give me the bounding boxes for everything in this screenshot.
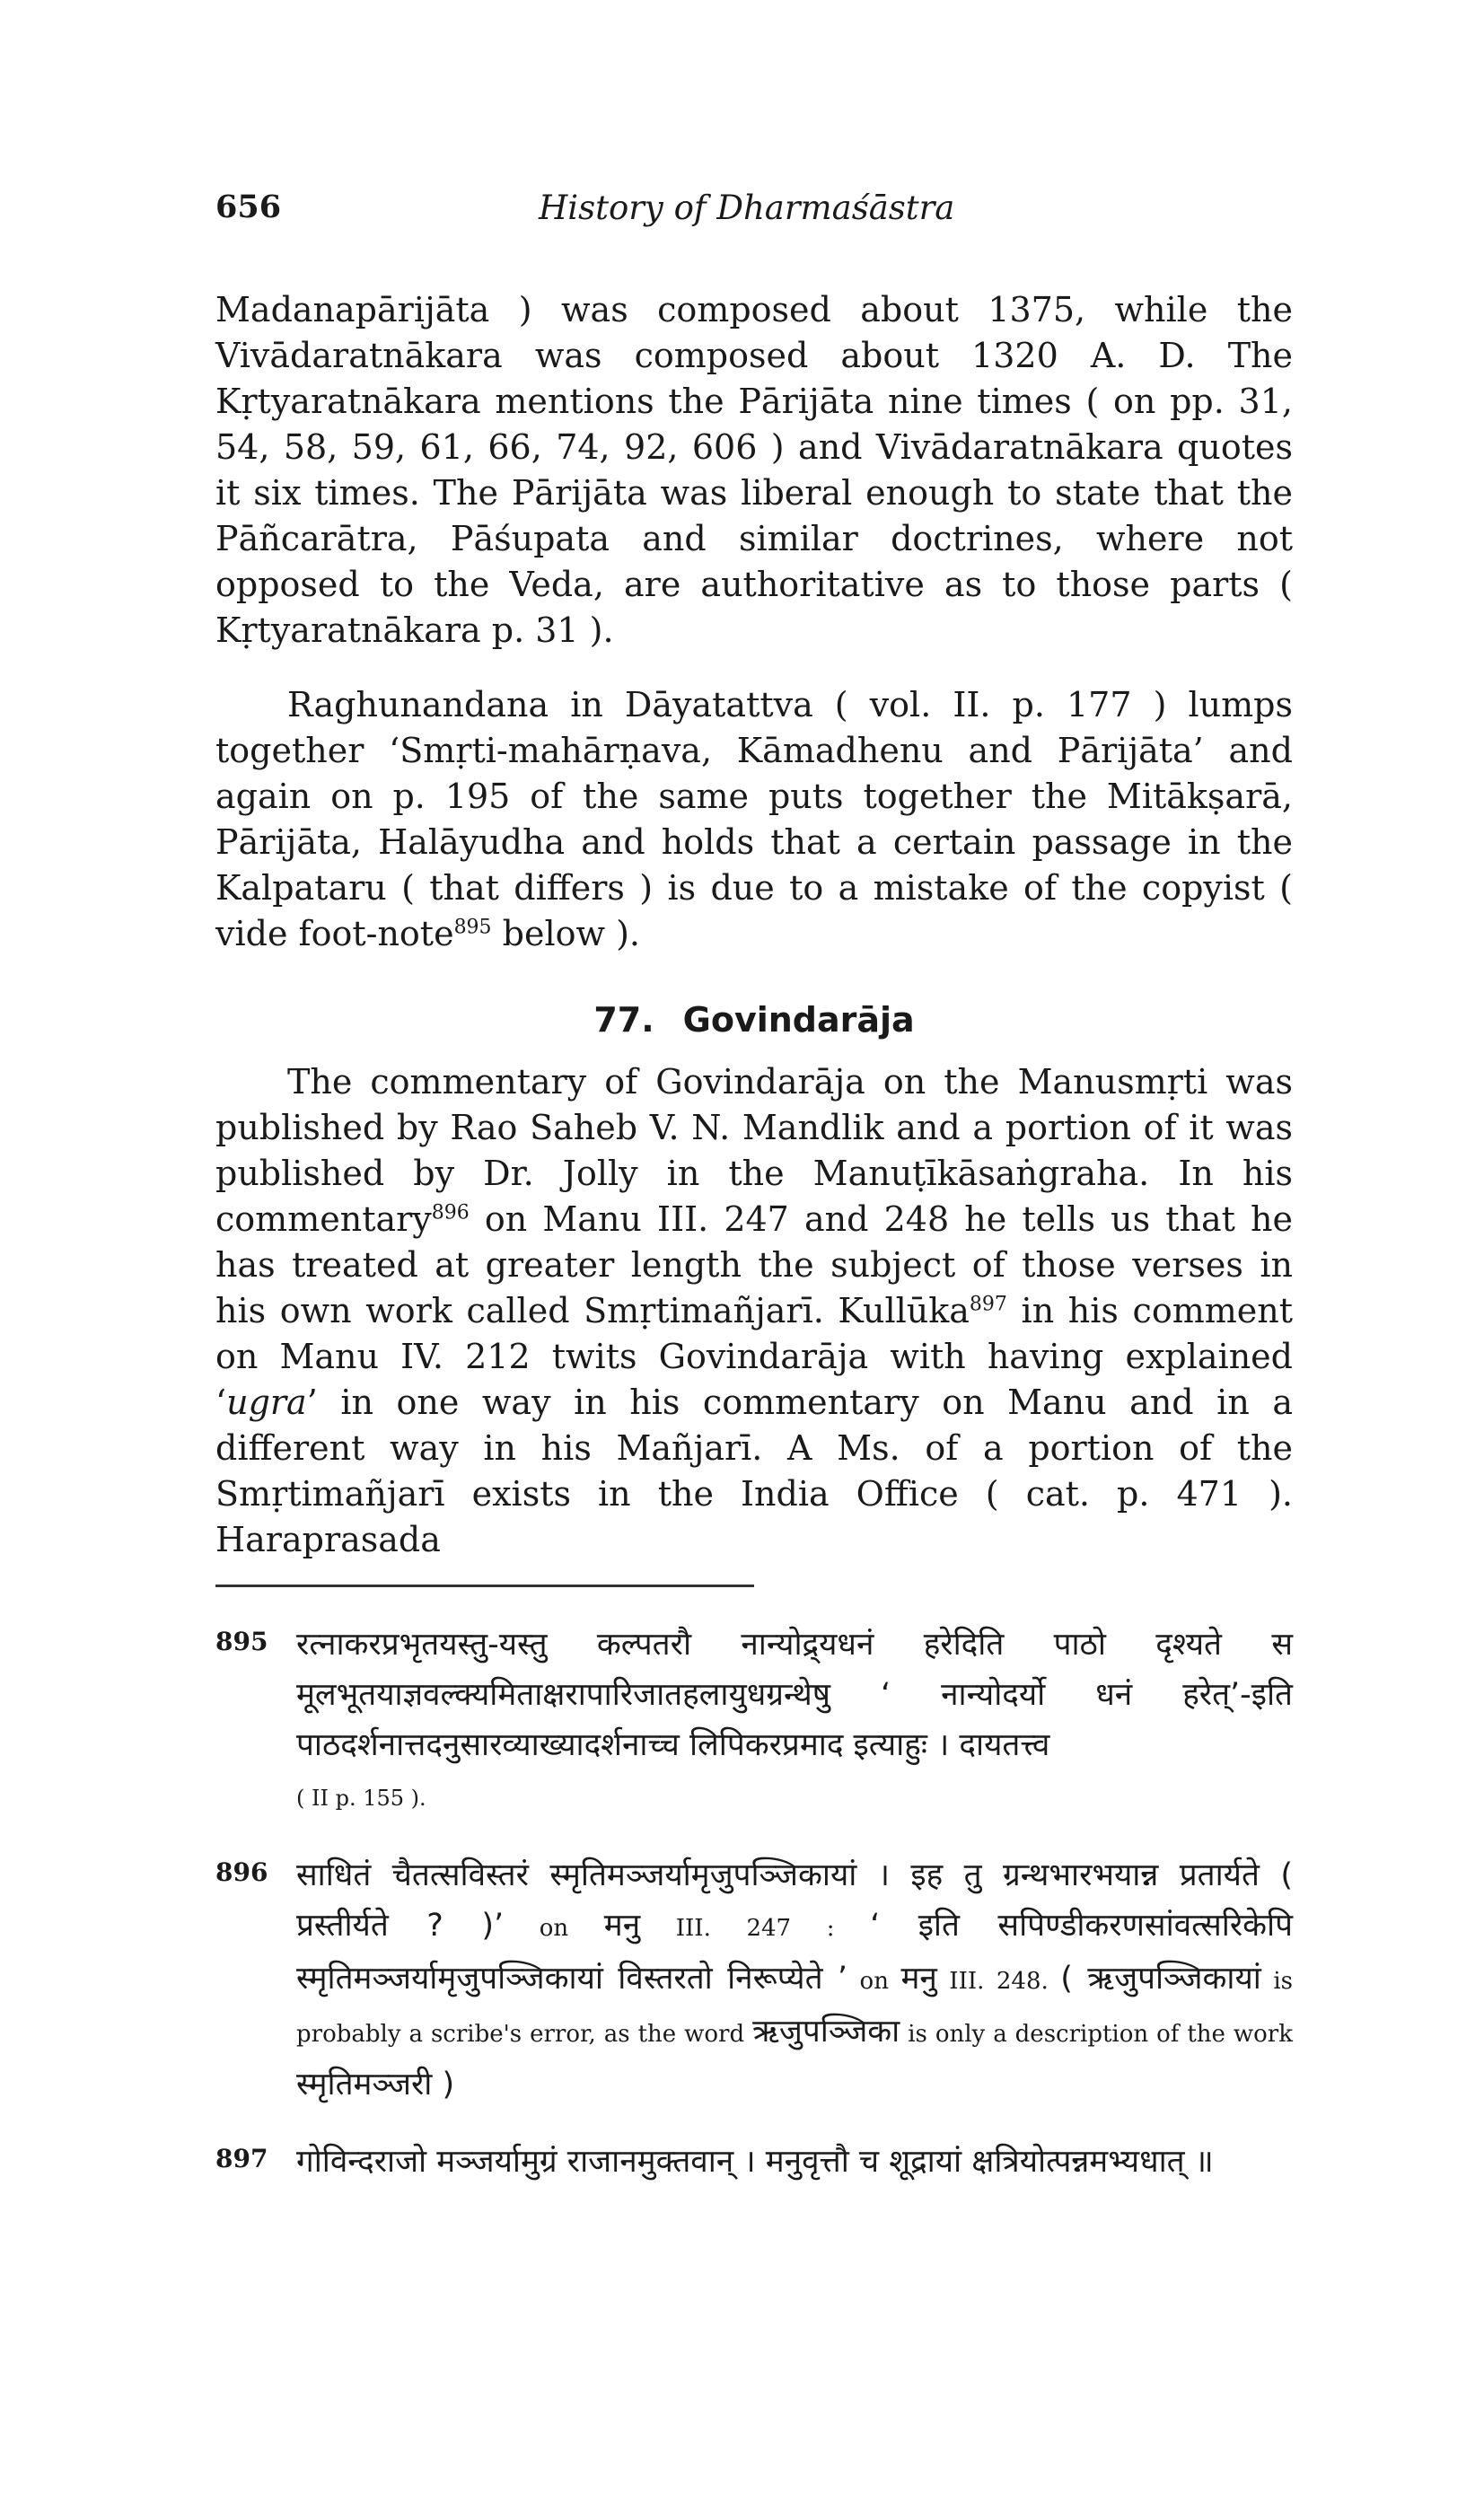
paragraph-3 [215, 1059, 1293, 1563]
footnote-897-number: 897 [215, 2144, 268, 2173]
footnote-896-part-f: is probably a scribe's error, as the word [296, 1968, 1293, 2048]
paragraph-2 [215, 682, 1293, 957]
footnote-896-part-e: ( ऋजुपञ्जिकायां [1060, 1961, 1261, 1997]
footnote-896-part-h: is only a description of the work [900, 2021, 1293, 2048]
footnote-896-ref-2: III. 248. [936, 1968, 1061, 1995]
page [215, 189, 1293, 2214]
running-title: History of Dharmaśāstra [539, 189, 955, 227]
footnote-897-text: गोविन्दराजो मञ्जर्यामुग्रं राजानमुक्तवान् । मनुवृत्तौ च शूद्रायां क्षत्रियोत्पन्नमभ्यधात् ॥ [296, 2144, 1214, 2180]
paragraph-3-text-c: in his comment on Manu IV. 212 twits Govindarāja with having explained ‘ [215, 1291, 1294, 1422]
footnote-ref-895: 895 [453, 916, 492, 939]
footnote-896-part-i: स्मृतिमञ्जरी ) [296, 2067, 455, 2103]
footnote-896-number: 896 [215, 1857, 268, 1887]
page-number: 656 [215, 189, 282, 225]
footnote-896-part-b: मनु [603, 1908, 641, 1944]
footnote-895-text [296, 1620, 1293, 1823]
paragraph-2-text-a: Raghunandana in Dāyatattva ( vol. II. p. 177 ) lumps together ‘Smṛti-mahārṇava, Kāmadhenu and Pārijāta’ and again on p. 195 of the same puts together the Mitākṣarā, Pārijāta, Halāyudha and holds that a certain passage in the Kalpataru ( that differs ) is due to a mistake of the copyist ( vide foot-note [215, 685, 1293, 953]
section-heading [215, 1000, 1293, 1040]
paragraph-3-italic-word: ugra [226, 1383, 307, 1422]
footnote-895-ref: ( II p. 155 ). [296, 1786, 426, 1811]
footnote-895-number: 895 [215, 1627, 268, 1656]
footnote-896-part-a: साधितं चैतत्सविस्तरं स्मृतिमञ्जर्यामृजुपञ्जिकायां । इह तु ग्रन्थभारभयान्न प्रतार्यते ( प्रस्तीर्यते ? )’ [296, 1857, 1293, 1944]
footnote-897 [215, 2137, 1293, 2187]
footnote-896-text [296, 1850, 1293, 2110]
footnote-896-part-g: ऋजुपञ्जिका [752, 2014, 900, 2050]
footnote-ref-897: 897 [969, 1293, 1007, 1316]
footnote-divider [215, 1585, 754, 1587]
section-number: 77. [593, 1000, 654, 1040]
footnote-895-sanskrit: रत्नाकरप्रभृतयस्तु-यस्तु कल्पतरौ नान्योद्र्यधनं हरेदिति पाठो दृश्यते स मूलभूतयाज्ञवल्क्यमिताक्षरापारिजातहलायुधग्रन्थेषु ‘ नान्योदर्यो धनं हरेत्’-इति पाठदर्शनात्तदनुसारव्याख्यादर्शनाच्च लिपिकरप्रमाद इत्याहुः । दायतत्त्व [296, 1627, 1293, 1763]
paragraph-3-text-d: ’ in one way in his commentary on Manu and in a different way in his Mañjarī. A Ms. of a portion of the Smṛtimañjarī exists in the India Office ( cat. p. 471 ). Haraprasada [215, 1383, 1293, 1559]
footnote-895 [215, 1620, 1293, 1823]
section-title: Govindarāja [682, 1000, 915, 1040]
paragraph-1 [215, 287, 1293, 654]
page-header [215, 189, 1293, 242]
footnote-896-on-1: on [504, 1915, 604, 1942]
footnote-896 [215, 1850, 1293, 2110]
paragraph-3-text-b: on Manu III. 247 and 248 he tells us that he has treated at greater length the subject of those verses in his own work called Smṛtimañjarī. Kullūka [215, 1199, 1293, 1330]
paragraph-3-text-a: The commentary of Govindarāja on the Manusmṛti was published by Rao Saheb V. N. Mandlik and a portion of it was published by Dr. Jolly in the Manuṭīkāsaṅgraha. In his commentary [215, 1062, 1293, 1239]
footnote-896-part-c: ‘ इति सपिण्डीकरणसांवत्सरिकेपि स्मृतिमञ्जर्यामृजुपञ्जिकायां विस्तरतो निरूप्येते ’ [296, 1908, 1293, 1997]
paragraph-2-text-b: below ). [491, 914, 640, 953]
footnote-896-part-d: मनु [900, 1961, 937, 1997]
paragraph-1-text: Madanapārijāta ) was composed about 1375, while the Vivādaratnākara was composed about 1320 A. D. The Kṛtyaratnākara mentions the Pārijāta nine times ( on pp. 31, 54, 58, 59, 61, 66, 74, 92, 606 ) and Vivādaratnākara quotes it six times. The Pārijāta was liberal enough to state that the Pāñcarātra, Pāśupata and similar doctrines, where not opposed to the Veda, are authoritative as to those parts ( Kṛtyaratnākara p. 31 ). [215, 290, 1293, 650]
footnote-896-ref-1: III. 247 : [640, 1915, 871, 1942]
footnote-ref-896: 896 [431, 1201, 470, 1225]
footnote-896-on-2: on [847, 1968, 901, 1995]
